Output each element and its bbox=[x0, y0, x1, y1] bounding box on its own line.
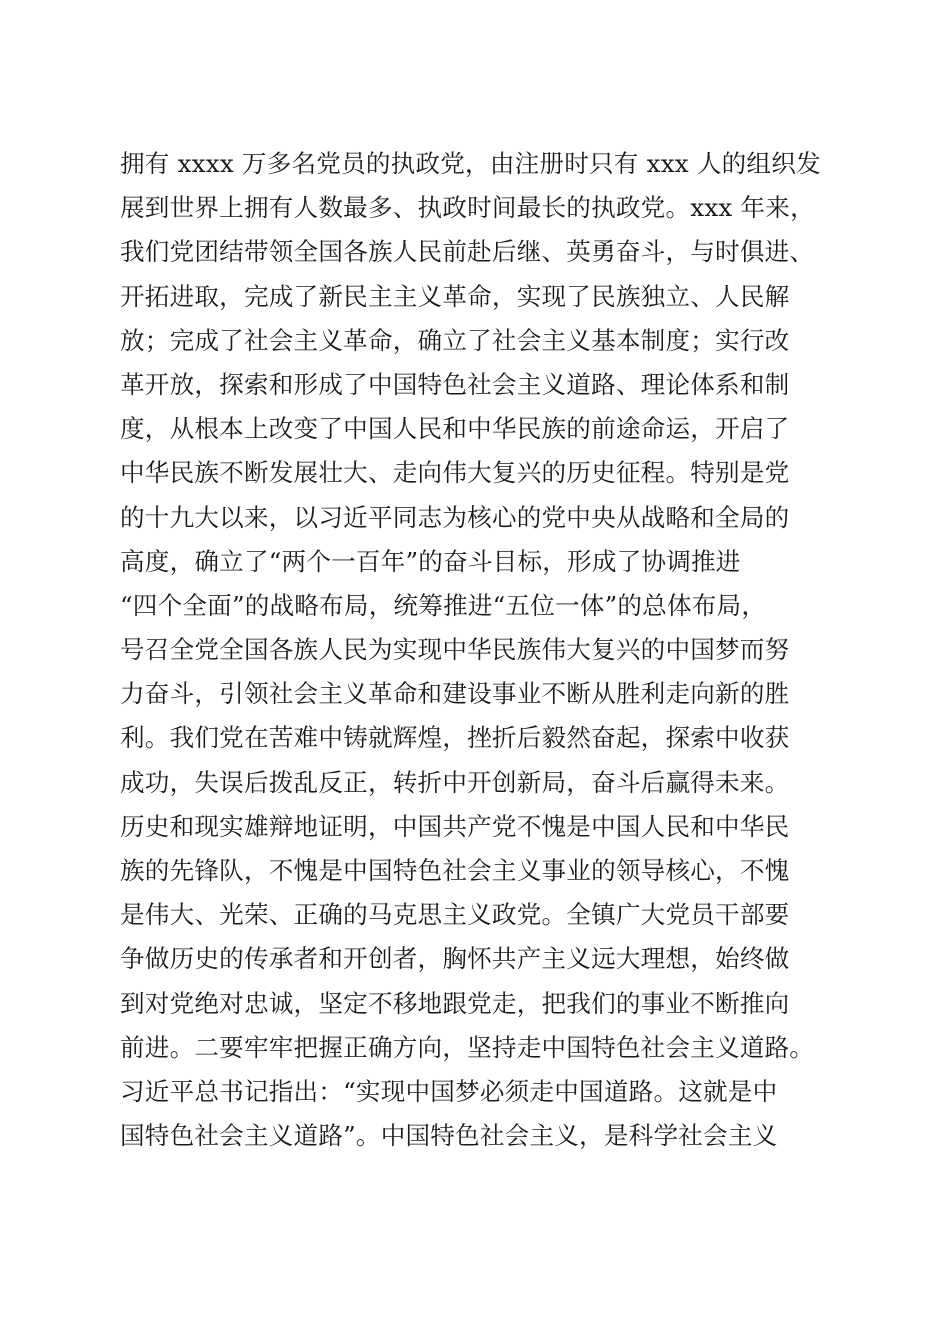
body-text bbox=[120, 142, 840, 1158]
text-line: 利。我们党在苦难中铸就辉煌，挫折后毅然奋起，探索中收获 bbox=[120, 723, 790, 753]
text-line: 开拓进取，完成了新民主主义革命，实现了民族独立、人民解 bbox=[120, 281, 790, 311]
text-line: 历史和现实雄辩地证明，中国共产党不愧是中国人民和中华民 bbox=[120, 811, 790, 841]
text-line: 争做历史的传承者和开创者，胸怀共产主义远大理想，始终做 bbox=[120, 944, 790, 974]
text-line: 展到世界上拥有人数最多、执政时间最长的执政党。xxx 年来， bbox=[120, 193, 815, 223]
text-line: 习近平总书记指出：“实现中国梦必须走中国道路。这就是中 bbox=[120, 1076, 778, 1106]
text-line: 中华民族不断发展壮大、走向伟大复兴的历史征程。特别是党 bbox=[120, 458, 790, 488]
text-line: 放；完成了社会主义革命，确立了社会主义基本制度；实行改 bbox=[120, 325, 790, 355]
text-line: 是伟大、光荣、正确的马克思主义政党。全镇广大党员干部要 bbox=[120, 900, 790, 930]
text-line: 的十九大以来，以习近平同志为核心的党中央从战略和全局的 bbox=[120, 502, 790, 532]
text-line: 前进。二要牢牢把握正确方向，坚持走中国特色社会主义道路。 bbox=[120, 1032, 815, 1062]
text-line: 成功，失误后拨乱反正，转折中开创新局，奋斗后赢得未来。 bbox=[120, 767, 790, 797]
text-line: 度，从根本上改变了中国人民和中华民族的前途命运，开启了 bbox=[120, 414, 790, 444]
text-line: 族的先锋队，不愧是中国特色社会主义事业的领导核心，不愧 bbox=[120, 856, 790, 885]
text-line: 号召全党全国各族人民为实现中华民族伟大复兴的中国梦而努 bbox=[120, 635, 790, 665]
text-line: “四个全面”的战略布局，统筹推进“五位一体”的总体布局， bbox=[120, 590, 767, 620]
text-line: 我们党团结带领全国各族人民前赴后继、英勇奋斗，与时俱进、 bbox=[120, 237, 815, 267]
text-line: 国特色社会主义道路”。中国特色社会主义，是科学社会主义 bbox=[120, 1121, 778, 1151]
text-line: 拥有 xxxx 万多名党员的执政党，由注册时只有 xxx 人的组织发 bbox=[120, 149, 821, 178]
text-line: 到对党绝对忠诚，坚定不移地跟党走，把我们的事业不断推向 bbox=[120, 988, 790, 1018]
text-line: 高度，确立了“两个一百年”的奋斗目标，形成了协调推进 bbox=[120, 546, 741, 576]
text-line: 力奋斗，引领社会主义革命和建设事业不断从胜利走向新的胜 bbox=[120, 679, 790, 709]
text-line: 革开放，探索和形成了中国特色社会主义道路、理论体系和制 bbox=[120, 369, 790, 399]
